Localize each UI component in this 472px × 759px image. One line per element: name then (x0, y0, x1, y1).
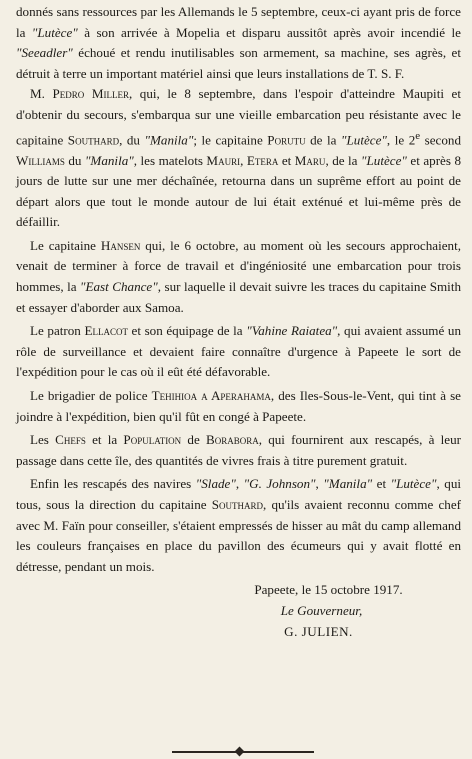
text-run: , qui, le 8 septembre, dans l'espoir d'atteindre Maupiti et d'obtenir du secours, s'embarqua sur une vieille embarcation peu résistante avec le capitaine (16, 86, 461, 147)
closing-date: Papeete, le 15 octobre 1917. (254, 582, 403, 598)
diamond-ornament-icon (235, 747, 245, 757)
text-run: Le brigadier de police (30, 388, 152, 404)
text-run: , (315, 476, 324, 492)
text-run: du (64, 152, 85, 168)
ship-name: "Vahine Raiatea" (246, 323, 338, 339)
ship-name: "Seeadler" (16, 45, 73, 61)
place-name: Borabora (205, 432, 259, 448)
text-run: et (372, 476, 391, 492)
person-name: Mauri (206, 152, 241, 168)
text-run: qui, le 6 octobre, au moment où les secours approchaient, venait de terminer à force de travail et d'ingéniosité une embarcation pour trois hommes, la (16, 237, 461, 295)
text-run: , sur laquelle il devait suivre les traces du capitaine Smith et essayer d'aborder aux Samoa. (16, 279, 462, 315)
text-run: , qui avaient assumé un rôle de surveillance et devaient faire connaître d'urgence à Papeete le sort de l'expédition pour le cas où il eût été défavorable. (16, 323, 461, 380)
text-run: second (420, 131, 461, 147)
paragraph-1 (16, 2, 461, 84)
text-run: de (181, 432, 206, 448)
signatory-title: Le Gouverneur, (280, 603, 363, 619)
paragraph-5 (16, 386, 461, 427)
ship-name: "Lutèce" (341, 131, 387, 147)
signature: G. JULIEN. (284, 624, 353, 640)
text-run: à son arrivée à Mopelia et disparu aussitôt après avoir incendié le (77, 24, 461, 40)
ship-name: "Lutèce" (361, 152, 407, 168)
person-name: Southard (67, 131, 120, 147)
paragraph-4 (16, 321, 461, 383)
person-name: Porutu (267, 131, 306, 147)
ordinal-superscript: e (415, 129, 421, 142)
text-run: Les (30, 432, 56, 448)
text-run: Le patron (30, 323, 85, 339)
person-name: Southard (211, 497, 264, 513)
text-run: , qui fournirent aux rescapés, à leur passage dans cette île, des quantités de vivres frais à titre purement gratuit. (16, 432, 462, 468)
text-run: , (235, 476, 244, 492)
ship-name: "Manila" (84, 152, 134, 168)
person-name: Williams (16, 152, 65, 168)
text-run: et la (85, 432, 124, 448)
ship-name: "Lutèce" (31, 24, 78, 40)
ship-name: "Lutèce" (390, 476, 437, 492)
text-run: M. (30, 86, 53, 102)
text-run: et son équipage de la (127, 323, 247, 339)
group-name: Chefs (55, 432, 86, 448)
paragraph-2 (16, 84, 461, 233)
person-name: Tehihioa a Aperahama (151, 388, 271, 404)
ship-name: "Manila" (144, 131, 194, 147)
text-run: , le 2 (386, 131, 416, 147)
person-name: Ellacot (84, 323, 128, 339)
ship-name: "Manila" (323, 476, 373, 492)
group-name: Population (123, 432, 182, 448)
text-run: , de la (325, 152, 361, 168)
text-run: Enfin les rescapés des navires (30, 476, 196, 492)
text-run: , qui tous, sous la direction du capitaine (16, 476, 462, 513)
paragraph-7 (16, 474, 461, 577)
person-name: Etera (246, 152, 279, 168)
text-run: , (240, 152, 247, 168)
text-run: , les matelots (133, 152, 207, 168)
ship-name: "G. Johnson" (243, 476, 316, 492)
paragraph-6 (16, 430, 461, 471)
text-run: , qu'ils avaient reconnu comme chef avec M. Faïn pour conseiller, s'étaient empressés de hisser au mât du camp allemand les couleurs françaises en place du pavillon des écumeurs qui y avait flotté en détresse, pendant un mois. (16, 497, 461, 574)
text-run: , des Iles-Sous-le-Vent, qui tint à se joindre à l'expédition, bien qu'il fût en congé à Papeete. (16, 388, 461, 424)
text-run: donnés sans ressources par les Allemands le 5 septembre, ceux-ci ayant pris de force la (16, 4, 461, 40)
text-run: échoué et rendu inutilisables son armement, sa machine, ses agrès, et détruit à terre un important matériel ainsi que leurs installations de T. S. F. (16, 45, 461, 81)
ship-name: "Slade" (195, 476, 236, 492)
ornamental-rule (172, 749, 314, 755)
person-name: Maru (294, 152, 326, 168)
text-run: et après 8 jours de lutte sur une mer déchaînée, retourna dans un suprême effort au point de départ alors que tout le monde autour de lui était exténué et lui-même près de défaillir. (16, 152, 461, 230)
person-name: Hansen (100, 237, 141, 253)
ship-name: "East Chance" (80, 279, 158, 295)
person-name: Pedro Miller (52, 86, 129, 102)
text-run: , du (119, 131, 145, 147)
closing-block (16, 579, 461, 642)
text-run: ; le capitaine (193, 131, 268, 147)
text-run: Le capitaine (30, 237, 101, 253)
text-run: de la (305, 131, 341, 147)
text-run: et (278, 152, 295, 168)
paragraph-3 (16, 236, 461, 318)
